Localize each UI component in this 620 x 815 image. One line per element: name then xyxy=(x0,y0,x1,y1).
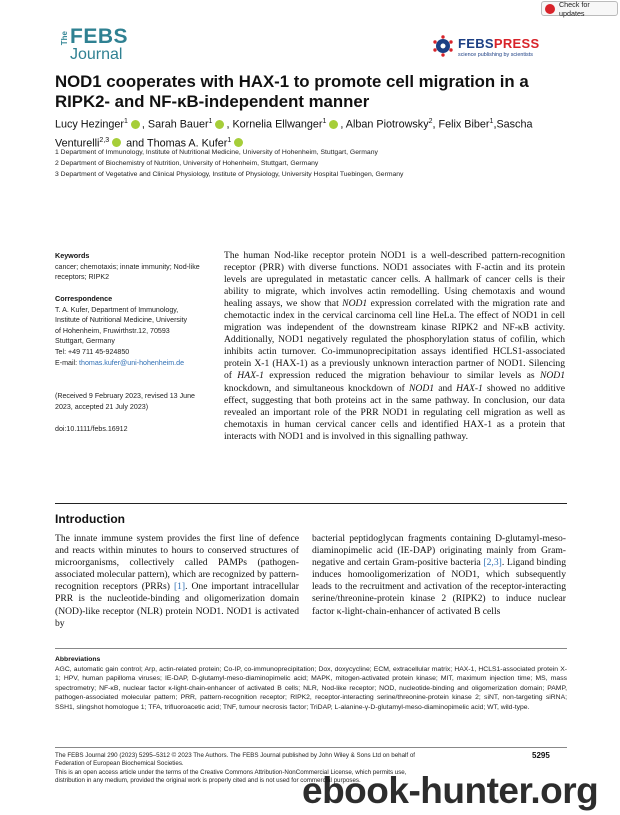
orcid-icon[interactable] xyxy=(234,138,243,147)
email-label: E-mail: xyxy=(55,358,80,367)
correspondence-line: Stuttgart, Germany xyxy=(55,337,115,346)
keywords-block xyxy=(55,251,215,283)
introduction-heading: Introduction xyxy=(55,512,125,526)
footer-line-4: distribution in any medium, provided the original work is properly cited and is not used for commercial purposes. xyxy=(55,777,361,785)
correspondence-line: of Hohenheim, Fruwirthstr.12, 70593 xyxy=(55,326,170,335)
doi[interactable]: doi:10.1111/febs.16912 xyxy=(55,425,128,433)
author-name: Kornelia Ellwanger xyxy=(232,118,323,131)
abstract xyxy=(224,250,565,443)
intro-column-left xyxy=(55,533,299,630)
check-for-updates-label: Check for updates xyxy=(558,0,590,18)
footer-divider xyxy=(55,747,567,748)
abbreviations-text: AGC, automatic gain control; Arp, actin-related protein; Co-IP, co-immunoprecipitation; Dox, doxycycline; ECM, extracellular matrix; HAX-1, HCLS1-associated protein X-1; HPV, human papilloma viruses; IE-DAP, D-glutamyl-meso-diaminopimelic acid; MAPK, mitogen-activated protein kinase; MIT, maximum injection time; MS, mass spectrometry; NF-κB, nuclear factor κ-light-chain-enhancer of activated B cells; NLR, Nod-like receptor; NOD, nucleotide-binding and oligomerization domain; PAMP, pathogen-associated molecular pattern; PRR, pattern-recognition receptor; RIPK2, receptor-interacting serine/threonine-protein kinase 2; siNT, non-targeting siRNA; SSH1, slingshot homologue 1; TFA, trifluoroacetic acid; TNF, tumour necrosis factor; TriDAP, L-alanine-γ-D-glutamyl-meso-diaminopimelic acid; WT, wild-type. xyxy=(55,665,567,711)
author-affiliation-mark: 1 xyxy=(322,118,327,125)
author-affiliation-mark: 1 xyxy=(208,118,213,125)
logo-journal: Journal xyxy=(70,46,123,63)
article-title: NOD1 cooperates with HAX-1 to promote cell migration in a RIPK2- and NF-κB-independent manner xyxy=(55,72,529,111)
italic-gene-name: NOD1 xyxy=(342,298,368,310)
email-link[interactable]: thomas.kufer@uni-hohenheim.de xyxy=(79,358,185,367)
press-name: FEBSPRESS xyxy=(458,36,540,51)
correspondence-heading: Correspondence xyxy=(55,294,113,303)
logo-the: The xyxy=(60,31,69,46)
footer-line-1: The FEBS Journal 290 (2023) 5295–5312 © 2023 The Authors. The FEBS Journal published by John Wiley & Sons Ltd on behalf of xyxy=(55,752,415,759)
update-badge-icon xyxy=(545,4,555,14)
affiliation-1: 1 Department of Immunology, Institute of Nutritional Medicine, University of Hohenheim, Stuttgart, Germany xyxy=(55,149,378,156)
intro-column-right xyxy=(312,533,566,618)
author-affiliation-mark: 1 xyxy=(489,118,494,125)
intro-text-right: bacterial peptidoglycan fragments containing D-glutamyl-meso-diaminopimelic acid (IE-DAP) originating mainly from Gram-negative and certain Gram-positive bacteria [2,3]. Ligand binding induces homooligomerization of NOD1, which subsequently leads to the recruitment and activation of the receptor-interacting serine/threonine-protein kinase 2 (RIPK2) to induce nuclear factor κ-light-chain-enhancer of activated B cells xyxy=(312,533,566,617)
abbreviations-divider xyxy=(55,648,567,649)
keywords-heading: Keywords xyxy=(55,251,90,260)
abbreviations-heading: Abbreviations xyxy=(55,656,101,663)
reference-link[interactable]: [1] xyxy=(173,581,186,593)
author-name: Felix Biber xyxy=(438,118,490,131)
author-affiliation-mark: 1 xyxy=(124,118,128,125)
reference-link[interactable]: [2,3] xyxy=(483,557,502,569)
email-line xyxy=(55,358,215,369)
correspondence-line: Institute of Nutritional Medicine, University xyxy=(55,316,188,325)
keywords-text: cancer; chemotaxis; innate immunity; Nod-like receptors; RIPK2 xyxy=(55,262,200,282)
orcid-icon[interactable] xyxy=(329,120,338,129)
italic-gene-name: NOD1 xyxy=(539,370,565,382)
author-affiliation-mark: 2,3 xyxy=(99,136,110,144)
press-tagline: science publishing by scientists xyxy=(458,52,533,58)
footer-line-3: This is an open access article under the terms of the Creative Commons Attribution-NonCommercial License, which permits use, xyxy=(55,768,407,776)
author-list: Lucy Hezinger$^1$ , Sarah Bauer$^1$ , Kornelia Ellwanger$^1$ , Alban Piotrowsky$^2$, Felix Biber$^1$,Sascha Venturelli$^{2,3}$ and Thomas A. Kufer$^1$ xyxy=(55,118,533,150)
author-name: Thomas A. Kufer xyxy=(146,137,228,150)
orcid-icon[interactable] xyxy=(215,120,224,129)
author-affiliation-mark: 1 xyxy=(227,136,232,144)
orcid-icon[interactable] xyxy=(131,120,140,129)
intro-text-left: The innate immune system provides the first line of defence and reacts within minutes to hours to conserved structures of microorganisms, collectively called PAMPs (pathogen-associated molecular pattern), which are recognized by pattern-recognition receptors (PRRs) [1]. One important intracellular PRR is the nucleotide-binding and oligomerization domain (NOD)-like receptor (NLR) protein NOD1. NOD1 is activated by xyxy=(55,533,299,629)
febs-press-logo xyxy=(432,33,562,69)
italic-gene-name: NOD1 xyxy=(409,382,435,394)
correspondence-line: Tel: +49 711 45-924850 xyxy=(55,347,130,356)
affiliation-2: 2 Department of Biochemistry of Nutrition, University of Hohenheim, Stuttgart, Germany xyxy=(55,160,319,167)
orcid-icon[interactable] xyxy=(112,138,121,147)
section-divider xyxy=(55,503,567,504)
author-name: Sascha Venturelli xyxy=(55,118,533,150)
watermark: ebook-hunter.org xyxy=(302,770,599,811)
author-affiliation-mark: 2 xyxy=(428,118,433,125)
abstract-text: The human Nod-like receptor protein NOD1 is a well-described pattern-recognition receptor (PRR) with diverse functions. NOD1 associates with F-actin and its protein levels are upregulated in metastatic cancer cells. A hallmark of cancer cells is their ability to migrate, which involves actin remodelling. Using chemotaxis and wound healing assays, we show that NOD1 expression correlated with the migration rate and chemotactic index in the cervical carcinoma cell line HeLa. The effect of NOD1 in cell migration was independent of the downstream kinase RIPK2 and NF-κB activity. Additionally, NOD1 negatively regulated the phosphorylation status of cofilin, which inhibits actin turnover. Co-immunoprecipitation assays identified HCLS1-associated protein X-1 (HAX-1) as a previously unknown interaction partner of NOD1. Silencing of HAX-1 expression reduced the migration behaviour to similar levels as NOD1 knockdown, and simultaneous knockdown of NOD1 and HAX-1 showed no additive effect, suggesting that both proteins act in the same pathway. In conclusion, our data revealed an important role of the PRR NOD1 in regulating cell migration as well as chemotaxis in human cervical cancer cells and identified HAX-1 as a protein that interacts with NOD1 and is involved in this signalling pathway. xyxy=(224,250,565,442)
page-number: 5295 xyxy=(532,751,550,760)
check-for-updates-button[interactable] xyxy=(541,1,618,16)
italic-gene-name: HAX-1 xyxy=(456,382,483,394)
febs-press-mark-icon xyxy=(432,35,454,57)
correspondence-block xyxy=(55,294,215,368)
received-dates: (Received 9 February 2023, revised 13 June 2023, accepted 21 July 2023) xyxy=(55,392,195,411)
logo-febs: FEBS xyxy=(70,25,129,48)
italic-gene-name: HAX-1 xyxy=(237,370,264,382)
affiliation-3: 3 Department of Vegetative and Clinical Physiology, Institute of Physiology, University Hospital Tuebingen, Germany xyxy=(55,171,404,178)
correspondence-line: T. A. Kufer, Department of Immunology, xyxy=(55,305,179,314)
abbreviations-block xyxy=(55,655,567,712)
footer-line-2: Federation of European Biochemical Societies. xyxy=(55,760,184,768)
author-name: Lucy Hezinger xyxy=(55,118,125,131)
author-name: Alban Piotrowsky xyxy=(345,118,429,131)
author-name: Sarah Bauer xyxy=(147,118,209,131)
